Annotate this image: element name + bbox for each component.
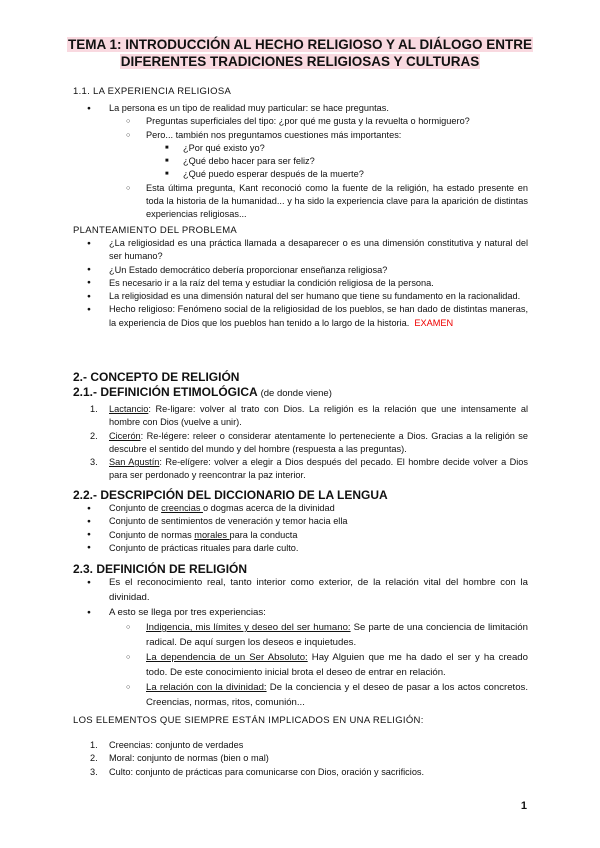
list-item	[73, 502, 528, 515]
experience-text: De la conciencia y el deseo de pasar a los actos concretos. Creencias, normas, ritos, comunión...	[146, 682, 528, 708]
problem-heading: PLANTEAMIENTO DEL PROBLEMA	[73, 225, 238, 236]
section-2-1-heading	[73, 385, 332, 399]
author-name: Cicerón	[109, 430, 141, 441]
list-item: ● Conjunto de prácticas rituales para darle culto.	[73, 542, 528, 555]
item-number: 3.	[90, 457, 98, 468]
list-item: ■ ¿Qué debo hacer para ser feliz?	[73, 155, 528, 168]
experience-text: Se parte de una conciencia de limitación radical. De aquí surgen los deseos e inquietudes.	[146, 622, 528, 648]
elements-list	[73, 739, 528, 779]
author-name: San Agustín	[109, 457, 160, 468]
etymology-text: : Re-ligare: volver al trato con Dios. La religión es la relación que une intensamente al hombre con Dios (vuelve a unir).	[109, 404, 528, 428]
experience-title: Indigencia, mis límites y deseo del ser humano:	[146, 622, 351, 633]
list-item: ● Es el reconocimiento real, tanto interior como exterior, de la relación vital del hombre con la divinidad.	[73, 575, 528, 605]
problem-list	[73, 237, 528, 330]
list-item	[73, 403, 528, 430]
etymology-list	[73, 403, 528, 483]
examen-tag: EXAMEN	[414, 317, 454, 328]
title-line-1: TEMA 1: INTRODUCCIÓN AL HECHO RELIGIOSO Y AL DIÁLOGO ENTRE	[67, 37, 533, 52]
section-1-1-heading: 1.1. LA EXPERIENCIA RELIGIOSA	[73, 86, 232, 97]
list-item: ● A esto se llega por tres experiencias:	[73, 605, 528, 620]
list-item: ■ ¿Por qué existo yo?	[73, 142, 528, 155]
item-number: 2.	[90, 430, 98, 441]
text: Conjunto de	[109, 503, 162, 513]
list-item	[73, 680, 528, 710]
hecho-religioso-text: Hecho religioso: Fenómeno social de la religiosidad de los pueblos, se han dado de distintas maneras, la experiencia de Dios que los pueblos han tenido a lo largo de la historia.	[109, 304, 528, 328]
list-item: ● Es necesario ir a la raíz del tema y estudiar la condición religiosa de la persona.	[73, 277, 528, 290]
list-item: ○ Preguntas superficiales del tipo: ¿por qué me gusta y la revuelta o hormiguero?	[73, 115, 528, 128]
section-2-2-heading: 2.2.- DESCRIPCIÓN DEL DICCIONARIO DE LA LENGUA	[73, 488, 388, 502]
list-item: ● La religiosidad es una dimensión natural del ser humano que tiene su fundamento en la racionalidad.	[73, 290, 528, 303]
experience-title: La dependencia de un Ser Absoluto:	[146, 652, 308, 663]
text: para la conducta	[229, 529, 298, 540]
section-2-1-title: 2.1.- DEFINICIÓN ETIMOLÓGICA	[73, 385, 258, 399]
list-item: ● ¿La religiosidad es una práctica llamada a desaparecer o es una dimensión constitutiva y natural del ser humano?	[73, 237, 528, 264]
element-text: Creencias: conjunto de verdades	[109, 740, 244, 750]
list-item: ■ ¿Qué puedo esperar después de la muerte?	[73, 168, 528, 181]
section-2-1-note: (de donde viene)	[260, 388, 332, 399]
list-item	[73, 456, 528, 483]
list-item	[73, 739, 528, 752]
elements-heading: LOS ELEMENTOS QUE SIEMPRE ESTÁN IMPLICADOS EN UNA RELIGIÓN:	[73, 715, 424, 726]
item-number: 2.	[90, 753, 98, 764]
item-number: 1.	[90, 404, 98, 414]
list-item	[73, 430, 528, 457]
list-item	[73, 529, 528, 542]
list-item: ● Conjunto de sentimientos de veneración y temor hacia ella	[73, 515, 528, 528]
list-item	[73, 620, 528, 650]
list-item: ● La persona es un tipo de realidad muy particular: se hace preguntas.	[73, 102, 528, 115]
list-item: ○ Esta última pregunta, Kant reconoció como la fuente de la religión, ha estado presente en toda la historia de la humanidad... y ha sido la experiencia clave para la aparición de distintas experiencias religiosas...	[73, 182, 528, 222]
text: Conjunto de normas	[109, 529, 195, 540]
element-text: Moral: conjunto de normas (bien o mal)	[109, 753, 269, 764]
list-item: ○ Pero... también nos preguntamos cuestiones más importantes:	[73, 129, 528, 142]
title-line-2: DIFERENTES TRADICIONES RELIGIOSAS Y CULTURAS	[120, 54, 480, 69]
list-item	[73, 303, 528, 330]
element-text: Culto: conjunto de prácticas para comunicarse con Dios, oración y sacrificios.	[109, 766, 425, 777]
underlined-term: morales	[194, 529, 230, 540]
text: o dogmas acerca de la divinidad	[202, 503, 335, 513]
section-2-3-heading: 2.3. DEFINICIÓN DE RELIGIÓN	[73, 562, 248, 576]
list-item	[73, 650, 528, 680]
definition-list	[73, 575, 528, 710]
item-number: 1.	[90, 740, 98, 750]
item-number: 3.	[90, 766, 98, 777]
list-item	[73, 766, 528, 779]
section-2-heading: 2.- CONCEPTO DE RELIGIÓN	[73, 370, 240, 384]
experience-title: La relación con la divinidad:	[146, 682, 267, 693]
dictionary-list	[73, 502, 528, 555]
underlined-term: creencias	[161, 503, 203, 513]
section-1-1-list	[73, 102, 528, 222]
list-item	[73, 752, 528, 765]
list-item: ● ¿Un Estado democrático debería proporcionar enseñanza religiosa?	[73, 264, 528, 277]
page-number: 1	[520, 800, 527, 812]
etymology-text: : Re-légere: releer o considerar atentamente lo perteneciente a Dios. Gracias a la religión se descubre el sentido del mundo y del hombre (respuesta a las preguntas).	[109, 430, 528, 454]
experience-text: Hay Alguien que me ha dado el ser y ha creado todo. De este conocimiento inicial brota el deseo de entrar en relación.	[146, 652, 528, 678]
page-title	[60, 36, 540, 70]
etymology-text: : Re-elígere: volver a elegir a Dios después del pecado. El hombre decide volver a Dios para ser perdonado y reencontrar la paz interior.	[109, 457, 528, 481]
author-name: Lactancio	[109, 404, 149, 414]
